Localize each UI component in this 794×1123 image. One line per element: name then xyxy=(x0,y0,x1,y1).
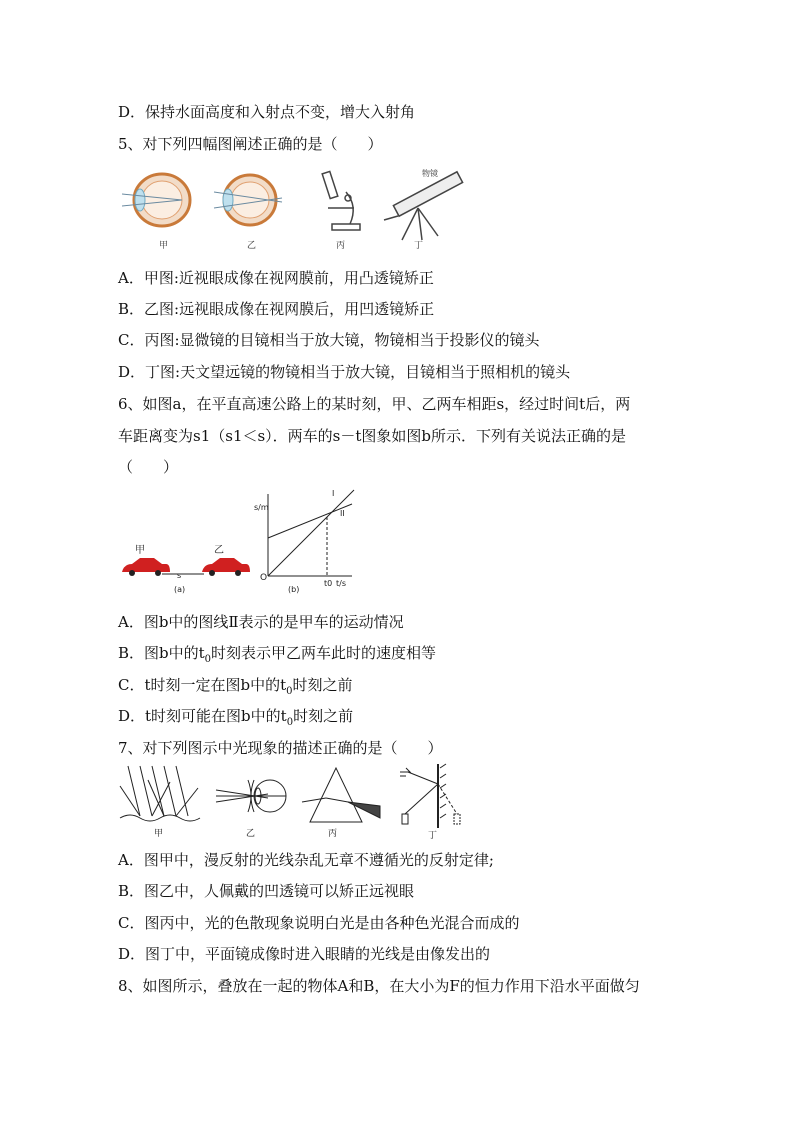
fig5-label-ding: 丁 xyxy=(414,241,424,251)
q6-stem-line1: 6、如图a，在平直高速公路上的某时刻，甲、乙两车相距s，经过时间t后，两 xyxy=(118,395,631,413)
eye-hyperopia-drawing xyxy=(214,175,282,225)
fig7-label-bing: 丙 xyxy=(328,829,338,839)
q6-stem-line2: 车距离变为s1（s1＜s）．两车的s－t图象如图b所示．下列有关说法正确的是 xyxy=(118,427,627,445)
distance-label: s xyxy=(177,571,182,580)
fig-a-caption: (a) xyxy=(174,585,186,594)
q5-option-d: D．丁图:天文望远镜的物镜相当于放大镜，目镜相当于照相机的镜头 xyxy=(118,363,571,381)
fig5-label-jia: 甲 xyxy=(159,241,169,251)
car-yi-drawing xyxy=(202,558,250,576)
fig-b-caption: (b) xyxy=(288,585,300,594)
fig5-label-bing: 丙 xyxy=(336,241,346,251)
telescope-objective-label: 物镜 xyxy=(422,169,438,178)
telescope-drawing xyxy=(384,172,463,240)
q5-stem: 5、对下列四幅图阐述正确的是（ ） xyxy=(118,135,383,153)
q7-stem: 7、对下列图示中光现象的描述正确的是（ ） xyxy=(118,739,443,757)
q7-option-d: D．图丁中，平面镜成像时进入眼睛的光线是由像发出的 xyxy=(118,945,491,963)
q7-option-b: B．图乙中，人佩戴的凹透镜可以矫正远视眼 xyxy=(118,882,415,900)
prism-drawing xyxy=(302,768,380,822)
fig7-label-jia: 甲 xyxy=(154,829,164,839)
q5-option-b: B．乙图:远视眼成像在视网膜后，用凹透镜矫正 xyxy=(118,300,435,318)
q5-option-c: C．丙图:显微镜的目镜相当于放大镜，物镜相当于投影仪的镜头 xyxy=(118,331,540,349)
q6-option-a: A．图b中的图线Ⅱ表示的是甲车的运动情况 xyxy=(118,613,404,631)
fig7-label-yi: 乙 xyxy=(246,829,256,839)
diffuse-reflection-drawing xyxy=(120,766,200,821)
y-axis-label: s/m xyxy=(254,503,269,512)
q6-option-d: D．t时刻可能在图b中的$t_0$时刻之前 xyxy=(118,707,354,728)
car-yi-label: 乙 xyxy=(214,545,224,556)
x-axis-label: t/s xyxy=(336,579,346,588)
microscope-drawing xyxy=(322,171,360,230)
plane-mirror-drawing xyxy=(400,764,460,828)
q4-option-d: D．保持水面高度和入射点不变，增大入射角 xyxy=(118,103,416,121)
q7-option-c: C．图丙中，光的色散现象说明白光是由各种色光混合而成的 xyxy=(118,914,520,932)
origin-label: O xyxy=(260,573,268,583)
figure-q7 xyxy=(118,762,474,842)
car-jia-label: 甲 xyxy=(135,545,145,556)
q6-option-b: B．图b中的$t_0$时刻表示甲乙两车此时的速度相等 xyxy=(118,644,437,665)
t0-label: t0 xyxy=(324,579,333,588)
q7-option-a: A．图甲中，漫反射的光线杂乱无章不遵循光的反射定律; xyxy=(118,851,494,869)
q5-option-a: A．甲图:近视眼成像在视网膜前，用凸透镜矫正 xyxy=(118,269,434,287)
fig5-label-yi: 乙 xyxy=(247,241,257,251)
eye-myopia-drawing xyxy=(122,174,190,226)
lens-eye-drawing xyxy=(216,780,286,812)
q8-stem: 8、如图所示，叠放在一起的物体A和B，在大小为F的恒力作用下沿水平面做匀 xyxy=(118,977,640,995)
q6-option-c: C．t时刻一定在图b中的$t_0$时刻之前 xyxy=(118,676,353,697)
figure-q5 xyxy=(122,162,472,254)
fig7-label-ding: 丁 xyxy=(428,831,438,841)
figure-q6 xyxy=(118,486,364,598)
line-i-label: I xyxy=(332,489,335,498)
q6-stem-line3: （ ） xyxy=(118,458,179,476)
car-jia-drawing xyxy=(122,558,170,576)
line-ii-label: II xyxy=(340,509,345,518)
